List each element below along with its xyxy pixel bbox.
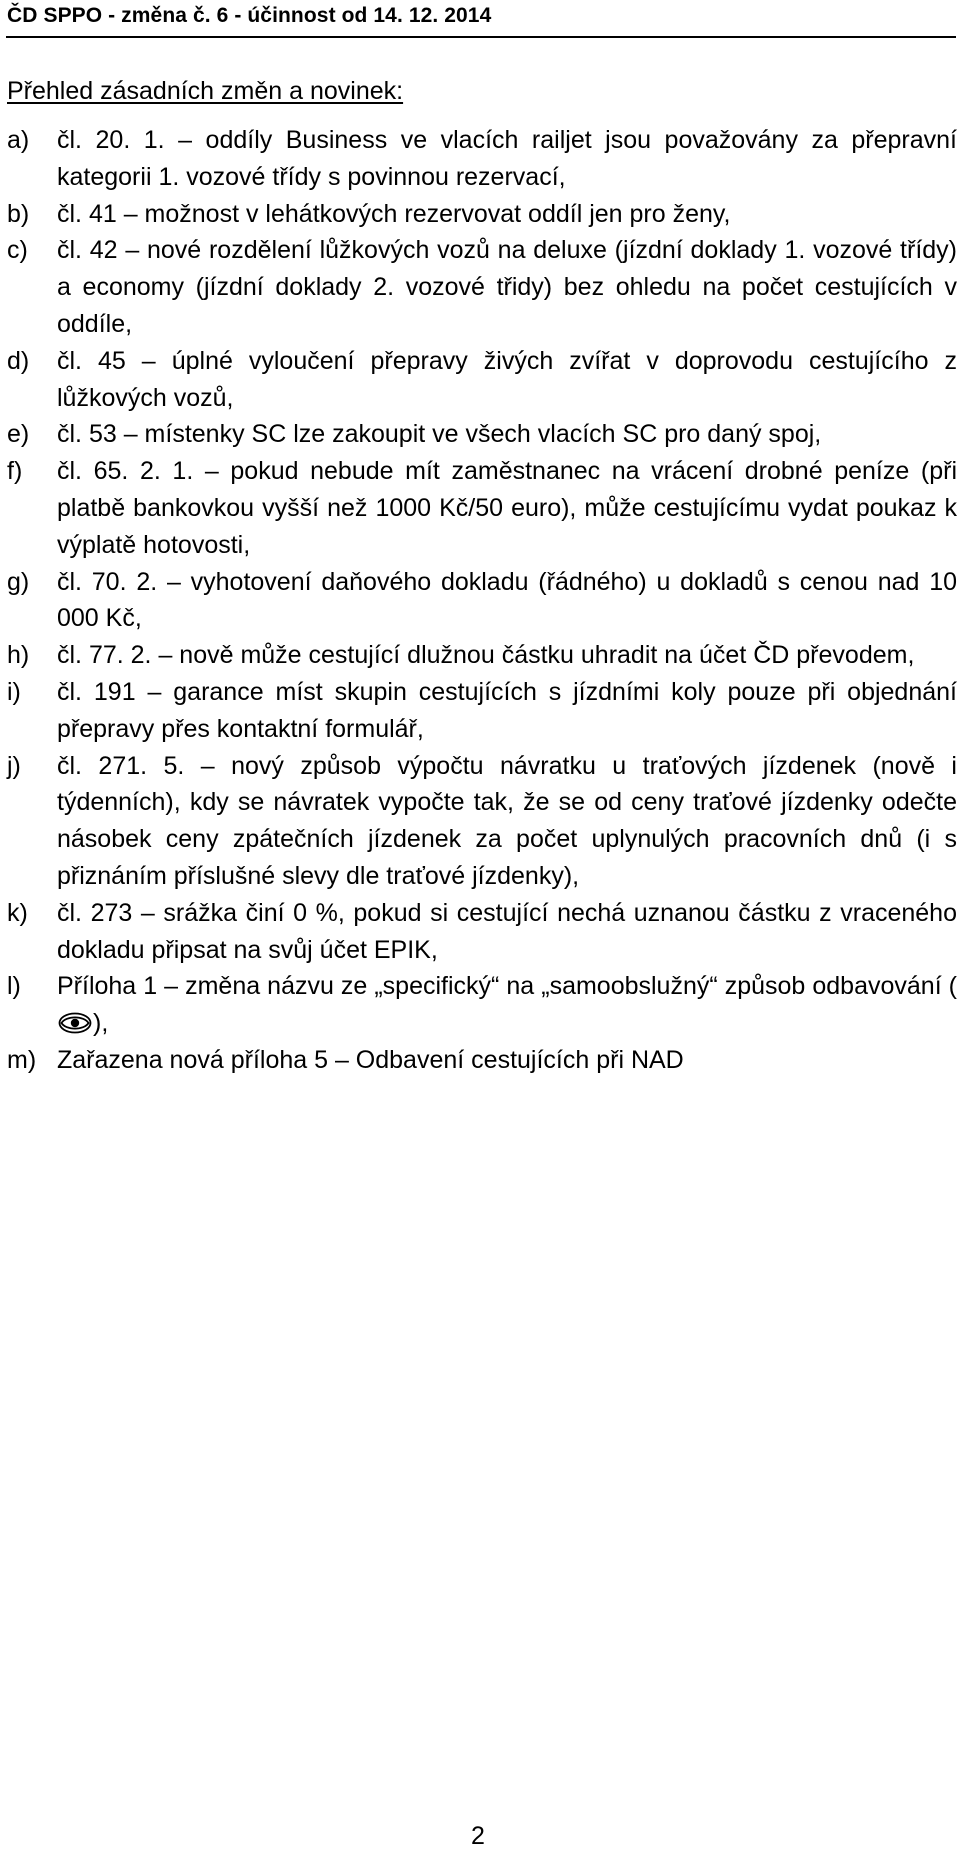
document-header-title: ČD SPPO - změna č. 6 - účinnost od 14. 12. 2014 bbox=[7, 4, 492, 27]
list-item-letter: b) bbox=[7, 199, 30, 228]
list-item-letter: m) bbox=[7, 1045, 37, 1074]
list-item-letter: a) bbox=[7, 126, 30, 154]
page-number: 2 bbox=[471, 1822, 485, 1850]
list-item bbox=[0, 564, 960, 638]
list-item-letter: j) bbox=[7, 751, 21, 780]
list-item-letter: h) bbox=[7, 641, 30, 670]
list-item bbox=[0, 232, 960, 342]
list-item-letter: d) bbox=[7, 346, 30, 375]
list-item-letter: k) bbox=[7, 898, 28, 927]
list-item bbox=[0, 1042, 960, 1079]
list-item bbox=[0, 343, 960, 417]
list-item-letter: g) bbox=[7, 567, 30, 596]
eye-icon bbox=[58, 1012, 92, 1034]
list-item-text: čl. 70. 2. – vyhotovení daňového dokladu (řádného) u dokladů s cenou nad 10 000 Kč, bbox=[57, 567, 957, 633]
list-item-text: čl. 65. 2. 1. – pokud nebude mít zaměstnanec na vrácení drobné peníze (při platbě bankovkou vyšší než 1000 Kč/50 euro), může cestujícímu vydat poukaz k výplatě hotovosti, bbox=[57, 457, 957, 559]
list-item-letter: c) bbox=[7, 236, 28, 265]
list-item bbox=[0, 416, 960, 453]
list-item bbox=[0, 968, 960, 1042]
header-divider bbox=[6, 36, 956, 38]
changes-list bbox=[0, 122, 960, 1079]
list-item bbox=[0, 122, 960, 196]
list-item-text: Zařazena nová příloha 5 – Odbavení cestujících při NAD bbox=[57, 1045, 684, 1074]
list-item-letter: f) bbox=[7, 457, 23, 486]
list-item-text: čl. 53 – místenky SC lze zakoupit ve všech vlacích SC pro daný spoj, bbox=[57, 420, 822, 449]
list-item bbox=[0, 895, 960, 969]
list-item-letter: i) bbox=[7, 677, 21, 706]
list-item bbox=[0, 196, 960, 233]
list-item-text: čl. 42 – nové rozdělení lůžkových vozů na deluxe (jízdní doklady 1. vozové třídy) a economy (jízdní doklady 2. vozové třidy) bez ohledu na počet cestujících v oddíle, bbox=[57, 236, 957, 338]
list-item-letter: l) bbox=[7, 972, 21, 1001]
list-item-text: čl. 77. 2. – nově může cestující dlužnou částku uhradit na účet ČD převodem, bbox=[57, 641, 915, 670]
list-item-text: čl. 20. 1. – oddíly Business ve vlacích railjet jsou považovány za přepravní kategorii 1. vozové třídy s povinnou rezervací, bbox=[57, 126, 957, 191]
list-item-text: čl. 45 – úplné vyloučení přepravy živých zvířat v doprovodu cestujícího z lůžkových vozů, bbox=[57, 346, 957, 412]
list-item bbox=[0, 674, 960, 748]
list-item-text-after-icon: ), bbox=[93, 1009, 109, 1038]
list-item-text: čl. 273 – srážka činí 0 %, pokud si cestující nechá uznanou částku z vraceného dokladu připsat na svůj účet EPIK, bbox=[57, 898, 957, 964]
section-heading: Přehled zásadních změn a novinek: bbox=[7, 77, 404, 105]
list-item-text: čl. 41 – možnost v lehátkových rezervovat oddíl jen pro ženy, bbox=[57, 199, 731, 228]
list-item-text-before-icon: Příloha 1 – změna názvu ze „specifický“ na „samoobslužný“ způsob odbavování ( bbox=[57, 972, 957, 1001]
list-item-letter: e) bbox=[7, 420, 30, 449]
list-item-text: čl. 191 – garance míst skupin cestujících s jízdními koly pouze při objednání přepravy přes kontaktní formulář, bbox=[57, 677, 957, 743]
list-item-text bbox=[57, 968, 957, 1042]
list-item bbox=[0, 748, 960, 895]
list-item-text: čl. 271. 5. – nový způsob výpočtu návratku u traťových jízdenek (nově i týdenních), kdy se návratek vypočte tak, že se od ceny traťové jízdenky odečte násobek ceny zpátečních jízdenek za počet uplynulých pracovních dnů (i s přiznáním příslušné slevy dle traťové jízdenky), bbox=[57, 751, 957, 890]
list-item bbox=[0, 453, 960, 563]
list-item bbox=[0, 637, 960, 674]
